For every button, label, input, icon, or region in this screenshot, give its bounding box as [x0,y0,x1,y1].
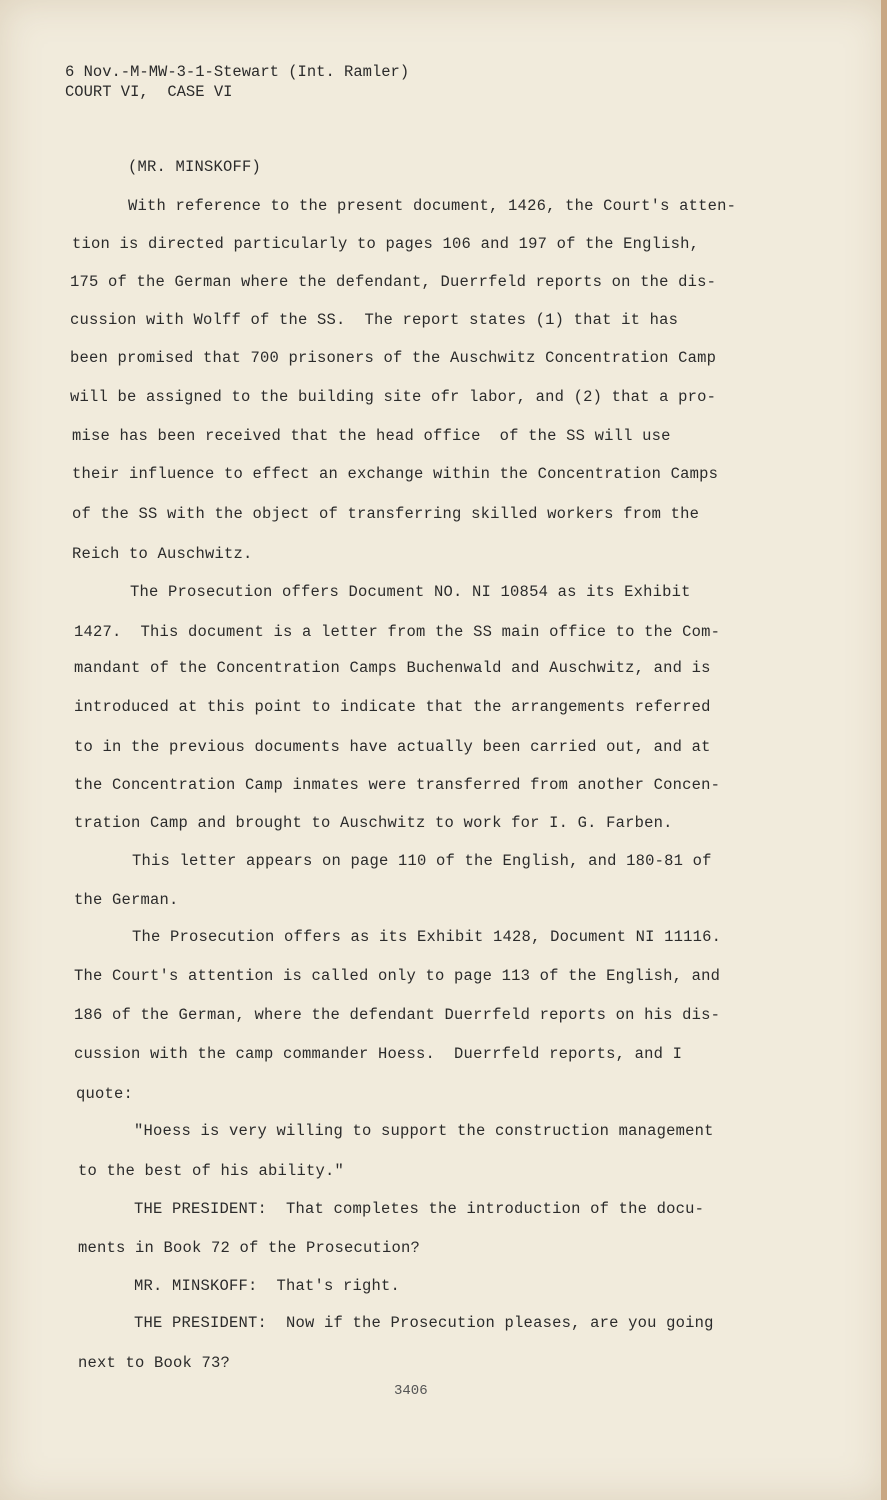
speaker-line: (MR. MINSKOFF) [128,158,262,176]
text-line: tration Camp and brought to Auschwitz to work for I. G. Farben. [74,814,673,832]
text-line: introduced at this point to indicate that the arrangements referred [74,698,711,716]
text-line: 175 of the German where the defendant, Duerrfeld reports on the dis- [70,273,717,291]
text-line: 186 of the German, where the defendant Duerrfeld reports on his dis- [74,1006,721,1024]
text-line: the German. [74,891,179,909]
text-line: been promised that 700 prisoners of the Auschwitz Concentration Camp [70,349,717,367]
text-line: mise has been received that the head office of the SS will use [72,427,671,445]
text-line: of the SS with the object of transferring skilled workers from the [72,505,700,523]
text-line: the Concentration Camp inmates were transferred from another Concen- [74,776,721,794]
speaker-line: THE PRESIDENT: That completes the introduction of the docu- [134,1200,705,1218]
text-line: tion is directed particularly to pages 106 and 197 of the English, [72,235,700,253]
text-line: will be assigned to the building site ofr labor, and (2) that a pro- [70,388,717,406]
text-line: ments in Book 72 of the Prosecution? [78,1239,421,1257]
text-line: to in the previous documents have actually been carried out, and at [74,738,711,756]
document-header [65,62,409,102]
page-number: 3406 [394,1383,428,1399]
page-edge [881,0,887,1500]
header-line-2: COURT VI, CASE VI [65,83,233,101]
text-line: cussion with the camp commander Hoess. Duerrfeld reports, and I [74,1045,683,1063]
speaker-line: THE PRESIDENT: Now if the Prosecution pleases, are you going [134,1314,714,1332]
text-line: This letter appears on page 110 of the English, and 180-81 of [132,852,712,870]
text-line: next to Book 73? [78,1354,231,1372]
text-line: The Prosecution offers Document NO. NI 10854 as its Exhibit [130,583,691,601]
quote-line: "Hoess is very willing to support the construction management [134,1122,714,1140]
text-line: The Court's attention is called only to page 113 of the English, and [74,967,721,985]
text-line: their influence to effect an exchange within the Concentration Camps [72,465,719,483]
text-line: The Prosecution offers as its Exhibit 1428, Document NI 11116. [132,928,722,946]
text-line: Reich to Auschwitz. [72,545,253,563]
text-line: mandant of the Concentration Camps Buchenwald and Auschwitz, and is [74,659,711,677]
text-line: With reference to the present document, 1426, the Court's atten- [128,197,737,215]
quote-line: to the best of his ability." [78,1162,345,1180]
text-line: quote: [76,1085,134,1103]
header-line-1: 6 Nov.-M-MW-3-1-Stewart (Int. Ramler) [65,63,410,81]
speaker-line: MR. MINSKOFF: That's right. [134,1277,401,1295]
text-line: 1427. This document is a letter from the SS main office to the Com- [74,623,721,641]
text-line: cussion with Wolff of the SS. The report states (1) that it has [70,311,679,329]
